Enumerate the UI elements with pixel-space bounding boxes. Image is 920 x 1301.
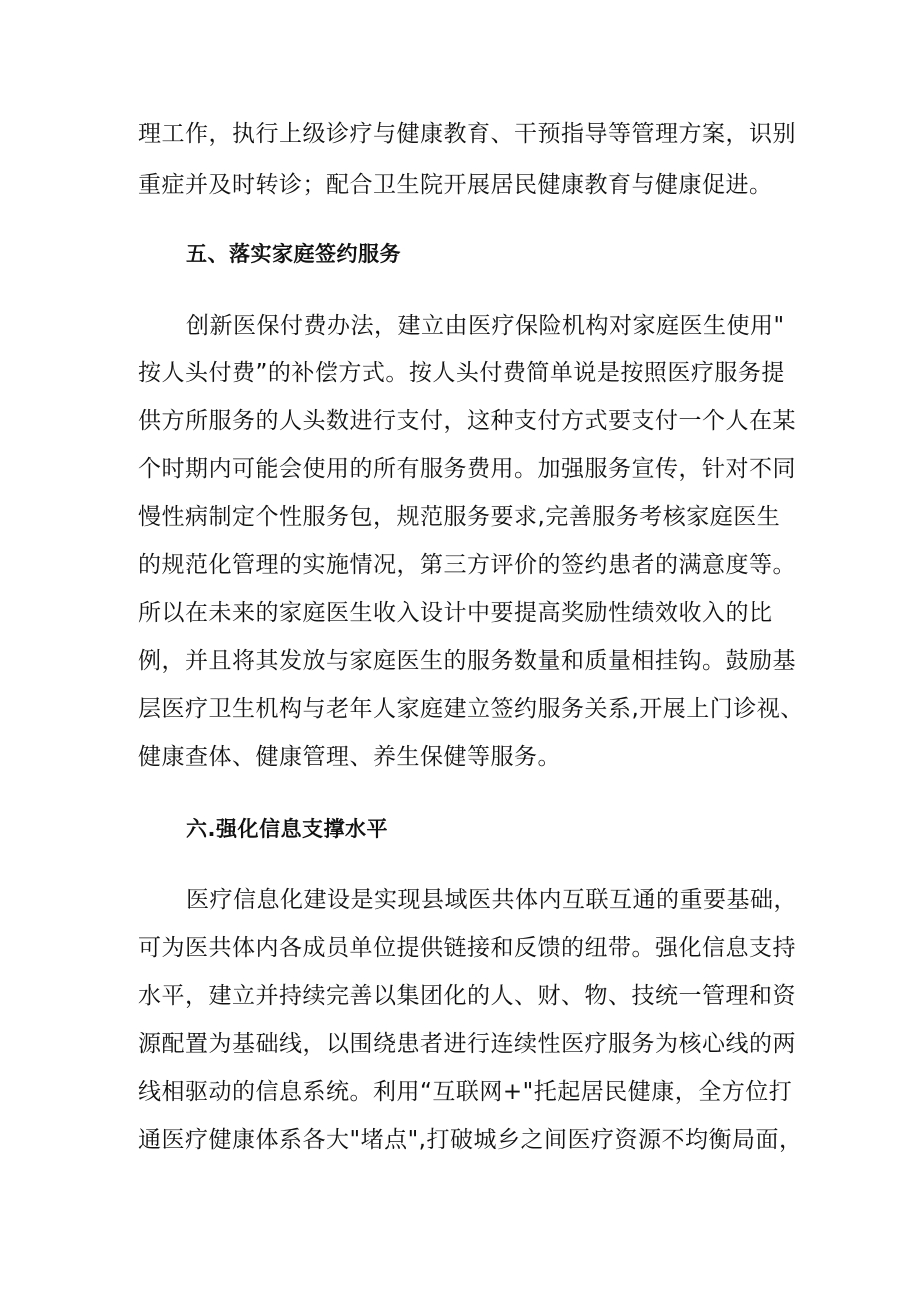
paragraph-line: 慢性病制定个性服务包，规范服务要求,完善服务考核家庭医生	[138, 504, 781, 530]
paragraph-line: 创新医保付费办法，建立由医疗保险机构对家庭医生使用"	[186, 313, 785, 339]
paragraph-line: 线相驱动的信息系统。利用“互联网+"托起居民健康，全方位打	[138, 1079, 793, 1105]
paragraph-line: 供方所服务的人头数进行支付，这种支付方式要支付一个人在某	[138, 408, 796, 434]
paragraph-line: 所以在未来的家庭医生收入设计中要提高奖励性绩效收入的比	[138, 600, 773, 626]
paragraph-line: 理工作，执行上级诊疗与健康教育、干预指导等管理方案，识别	[138, 121, 796, 147]
paragraph-line: 水平，建立并持续完善以集团化的人、财、物、技统一管理和资	[138, 983, 796, 1009]
paragraph-line: 医疗信息化建设是实现县域医共体内互联互通的重要基础，	[186, 887, 797, 913]
section-heading-six: 六.强化信息支撑水平	[186, 817, 388, 841]
paragraph-line: 通医疗健康体系各大"堵点",打破城乡之间医疗资源不均衡局面，	[138, 1127, 803, 1153]
paragraph-line: 健康查体、健康管理、养生保健等服务。	[138, 744, 561, 770]
paragraph-line: 个时期内可能会使用的所有服务费用。加强服务宣传，针对不同	[138, 456, 796, 482]
paragraph-line: 的规范化管理的实施情况，第三方评价的签约患者的满意度等。	[138, 552, 796, 578]
paragraph-line: 例，并且将其发放与家庭医生的服务数量和质量相挂钩。鼓励基	[138, 648, 796, 674]
paragraph-line: 可为医共体内各成员单位提供链接和反馈的纽带。强化信息支持	[138, 935, 796, 961]
paragraph-line: 层医疗卫生机构与老年人家庭建立签约服务关系,开展上门诊视、	[138, 696, 804, 722]
paragraph-line: 源配置为基础线，以围绕患者进行连续性医疗服务为核心线的两	[138, 1031, 796, 1057]
paragraph-line: 重症并及时转诊；配合卫生院开展居民健康教育与健康促进。	[138, 172, 773, 198]
section-heading-five: 五、落实家庭签约服务	[186, 242, 401, 266]
paragraph-line: 按人头付费”的补偿方式。按人头付费简单说是按照医疗服务提	[138, 360, 785, 386]
